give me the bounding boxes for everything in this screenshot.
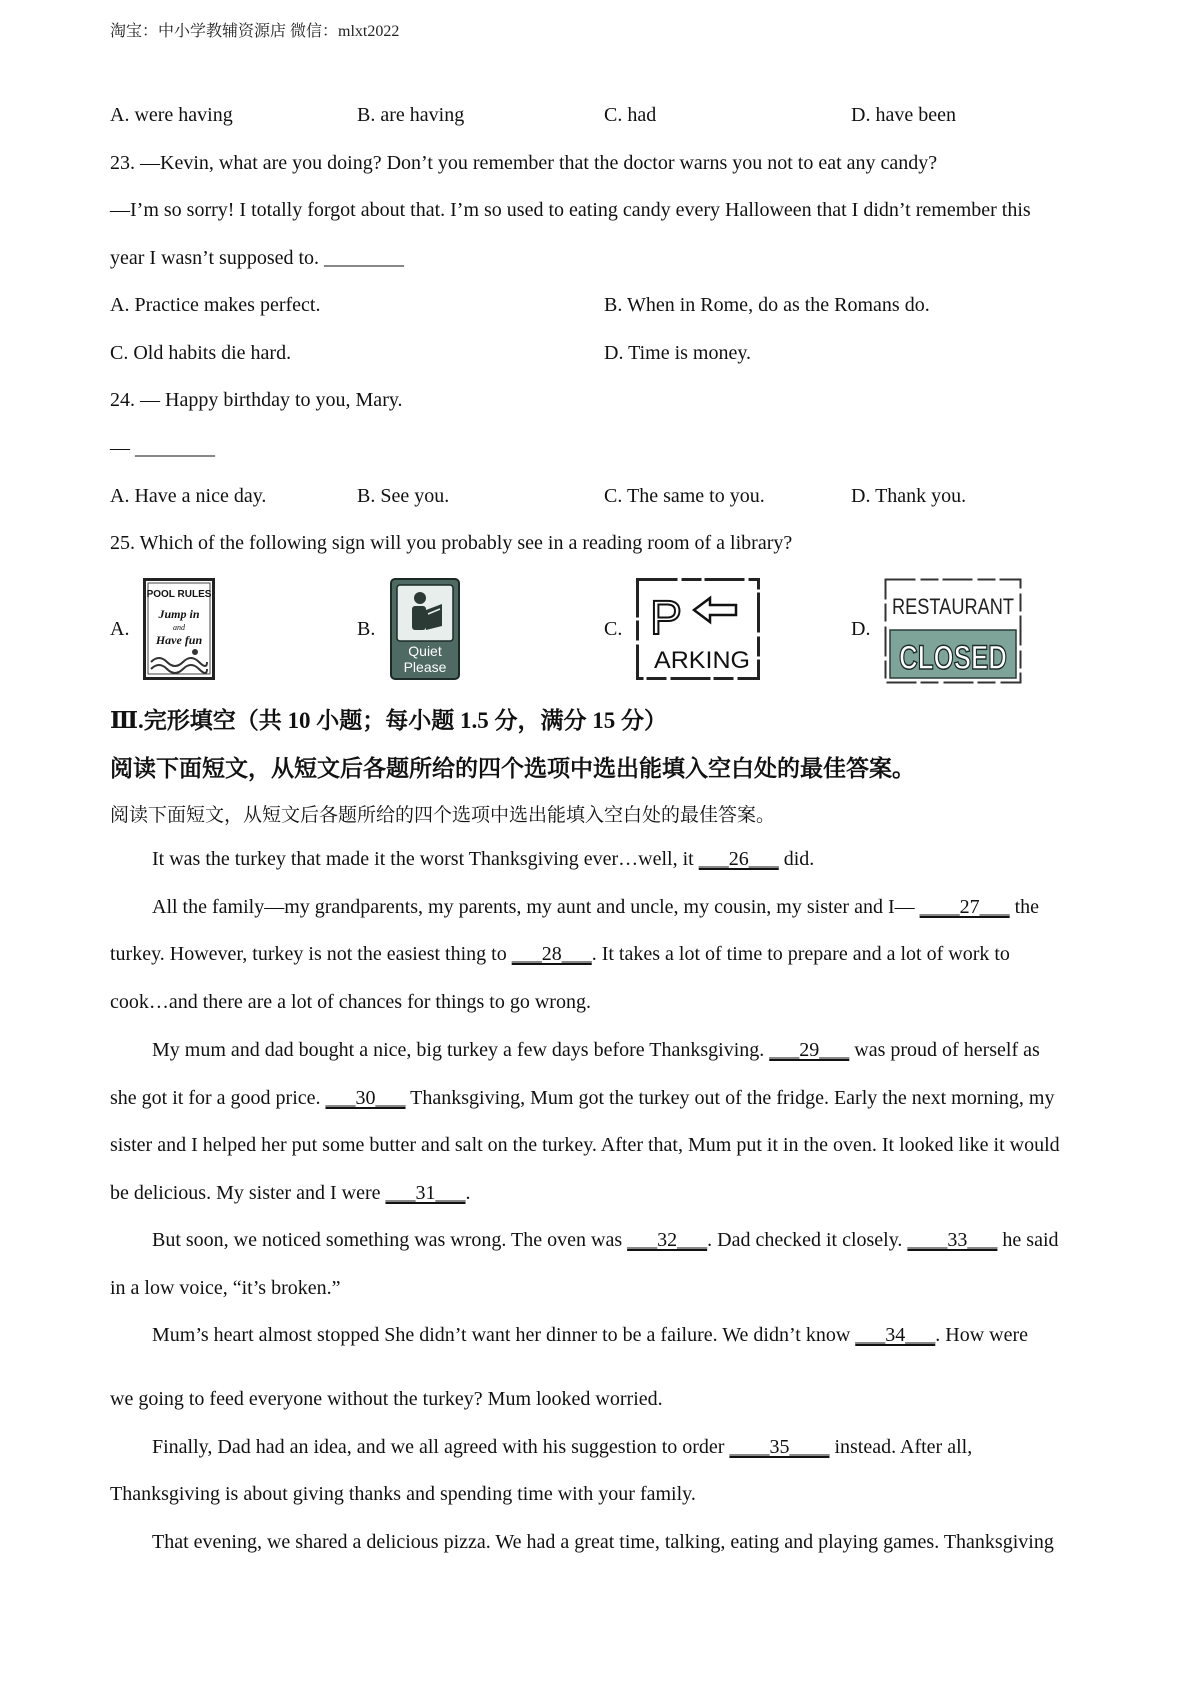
passage-line: she got it for a good price. ___30___ Thanksgiving, Mum got the turkey out of the fridge. Early the next morning, my xyxy=(110,1087,1055,1109)
q24-stem-line1: 24. — Happy birthday to you, Mary. xyxy=(110,389,403,411)
blank-27: ____27___ xyxy=(919,896,1010,918)
section-title: Ⅲ.完形填空（共 10 小题；每小题 1.5 分，满分 15 分） xyxy=(110,708,668,733)
sign-d-closed: CLOSED xyxy=(899,639,1007,677)
sign-a-line1: Jump in xyxy=(158,607,200,621)
q22-option-d: D. have been xyxy=(851,104,956,126)
q22-option-b: B. are having xyxy=(357,104,465,126)
passage-line: All the family—my grandparents, my parents, my aunt and uncle, my cousin, my sister and I— ____27___ the xyxy=(152,896,1040,918)
section-instruction-bold: 阅读下面短文，从短文后各题所给的四个选项中选出能填入空白处的最佳答案。 xyxy=(110,756,915,781)
passage-line: But soon, we noticed something was wrong. The oven was ___32___. Dad checked it closely. ____33___ he said xyxy=(152,1229,1059,1251)
passage-line: in a low voice, “it’s broken.” xyxy=(110,1277,341,1299)
sign-b-line2: Please xyxy=(403,659,447,675)
blank-31: ___31___ xyxy=(385,1182,466,1204)
passage-line: cook…and there are a lot of chances for things to go wrong. xyxy=(110,991,591,1013)
sign-a-line2: and xyxy=(173,623,185,632)
q24-option-d: D. Thank you. xyxy=(851,485,967,507)
passage-line: Thanksgiving is about giving thanks and spending time with your family. xyxy=(110,1483,696,1505)
passage-line: turkey. However, turkey is not the easiest thing to ___28___. It takes a lot of time to prepare and a lot of work to xyxy=(110,943,1010,965)
q22-option-a: A. were having xyxy=(110,104,233,126)
passage-line: It was the turkey that made it the worst Thanksgiving ever…well, it ___26___ did. xyxy=(152,848,815,870)
swimmer-icon xyxy=(192,649,198,655)
restaurant-closed-sign xyxy=(884,578,1022,684)
passage-line: sister and I helped her put some butter and salt on the turkey. After that, Mum put it in the oven. It looked like it would xyxy=(110,1134,1060,1156)
passage-line: That evening, we shared a delicious pizza. We had a great time, talking, eating and playing games. Thanksgiving xyxy=(152,1531,1054,1553)
q25-label-a: A. xyxy=(110,618,130,640)
sign-d-title: RESTAURANT xyxy=(892,594,1014,619)
q23-stem-line1: 23. —Kevin, what are you doing? Don’t you remember that the doctor warns you not to eat any candy? xyxy=(110,152,938,174)
q25-label-b: B. xyxy=(357,618,376,640)
blank-29: ___29___ xyxy=(769,1039,850,1061)
q23-option-a: A. Practice makes perfect. xyxy=(110,294,321,316)
q23-stem-line3: year I wasn’t supposed to. ________ xyxy=(110,247,405,269)
sign-a-line3: Have fun xyxy=(155,633,203,647)
pool-rules-sign xyxy=(143,578,215,680)
q25-label-c: C. xyxy=(604,618,623,640)
q24-option-b: B. See you. xyxy=(357,485,450,507)
blank-33: ____33___ xyxy=(907,1229,998,1251)
blank-35: ____35____ xyxy=(729,1436,830,1458)
parking-sign xyxy=(636,578,760,680)
blank-32: ___32___ xyxy=(627,1229,708,1251)
blank-28: ___28___ xyxy=(511,943,592,965)
q24-stem-line2: — ________ xyxy=(110,437,215,459)
passage-line: My mum and dad bought a nice, big turkey a few days before Thanksgiving. ___29___ was proud of herself as xyxy=(152,1039,1040,1061)
blank-34: ___34___ xyxy=(855,1324,936,1346)
passage-line: Mum’s heart almost stopped She didn’t want her dinner to be a failure. We didn’t know ___34___. How were xyxy=(152,1324,1029,1346)
q22-option-c: C. had xyxy=(604,104,657,126)
q25-stem: 25. Which of the following sign will you probably see in a reading room of a library? xyxy=(110,532,793,554)
q23-option-d: D. Time is money. xyxy=(604,342,752,364)
sign-a-title: POOL RULES xyxy=(146,589,212,600)
q23-option-c: C. Old habits die hard. xyxy=(110,342,292,364)
passage-line: we going to feed everyone without the turkey? Mum looked worried. xyxy=(110,1388,663,1410)
quiet-please-sign xyxy=(390,578,460,680)
q23-stem-line2: —I’m so sorry! I totally forgot about that. I’m so used to eating candy every Halloween that I didn’t remember this xyxy=(110,199,1031,221)
section-instruction: 阅读下面短文，从短文后各题所给的四个选项中选出能填入空白处的最佳答案。 xyxy=(110,805,776,826)
blank-26: ___26___ xyxy=(698,848,779,870)
page-header: 淘宝：中小学教辅资源店 微信：mlxt2022 xyxy=(110,23,400,40)
sign-c-text: ARKING xyxy=(654,647,750,674)
q24-option-a: A. Have a nice day. xyxy=(110,485,267,507)
sign-b-line1: Quiet xyxy=(408,643,442,659)
passage-line: be delicious. My sister and I were ___31___. xyxy=(110,1182,471,1204)
passage-line: Finally, Dad had an idea, and we all agreed with his suggestion to order ____35____ instead. After all, xyxy=(152,1436,973,1458)
q24-option-c: C. The same to you. xyxy=(604,485,765,507)
blank-30: ___30___ xyxy=(325,1087,406,1109)
q23-option-b: B. When in Rome, do as the Romans do. xyxy=(604,294,930,316)
sign-c-p: P xyxy=(650,592,683,645)
q25-label-d: D. xyxy=(851,618,871,640)
